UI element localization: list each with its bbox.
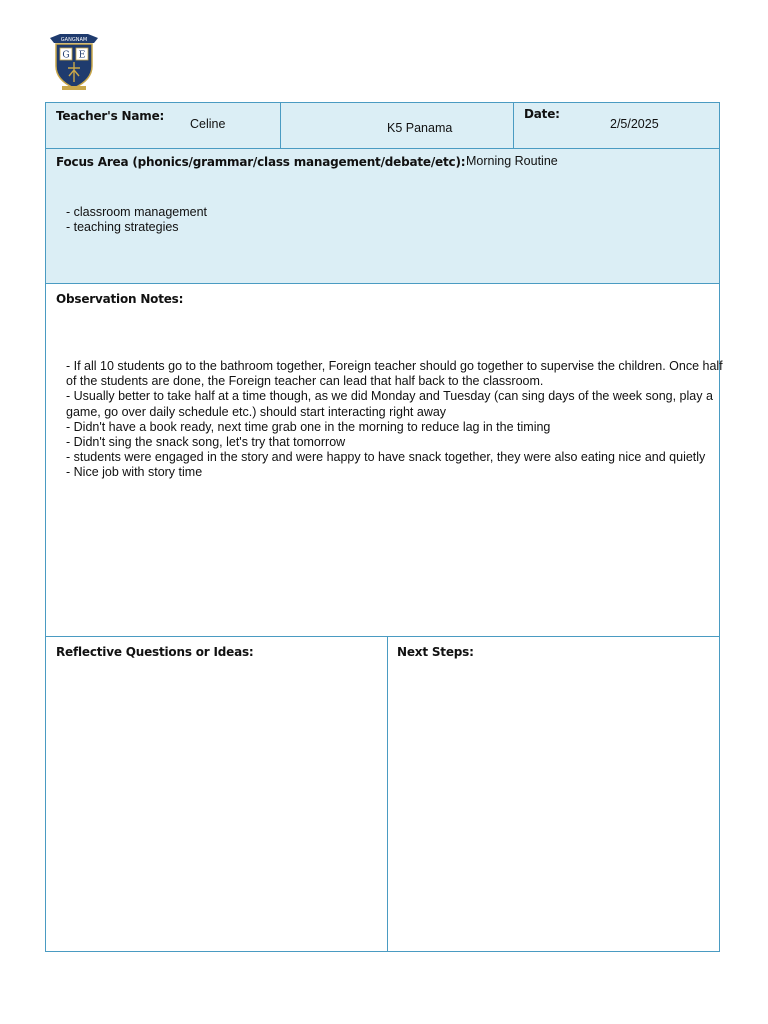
reflective-questions-cell — [46, 637, 388, 951]
date-value: 2/5/2025 — [610, 117, 659, 131]
note-line: - Nice job with story time — [66, 465, 203, 480]
list-item: - teaching strategies — [66, 219, 179, 234]
list-item: - classroom management — [66, 205, 208, 219]
focus-list — [66, 205, 207, 234]
observation-notes-text — [66, 359, 726, 481]
next-steps-cell — [388, 637, 719, 951]
date-label: Date: — [524, 107, 560, 121]
focus-area-label: Focus Area (phonics/grammar/class management/debate/etc): — [56, 155, 466, 169]
class-name-value: K5 Panama — [387, 121, 453, 135]
svg-text:E: E — [78, 50, 86, 61]
focus-area-value: Morning Routine — [466, 154, 558, 168]
svg-text:GANGNAM: GANGNAM — [60, 37, 88, 43]
observation-notes-label: Observation Notes: — [56, 292, 184, 306]
teacher-name-label: Teacher's Name: — [56, 109, 165, 123]
note-line: - Didn't sing the snack song, let's try that tomorrow — [66, 435, 346, 450]
note-line: - Usually better to take half at a time though, as we did Monday and Tuesday (can sing days of the week song, play a game, go over daily schedule etc.) should start interacting right away — [66, 389, 713, 419]
next-steps-label: Next Steps: — [397, 645, 474, 659]
svg-text:G: G — [62, 50, 70, 61]
note-line: - Didn't have a book ready, next time grab one in the morning to reduce lag in the timing — [66, 419, 551, 434]
reflective-questions-label: Reflective Questions or Ideas: — [56, 645, 254, 659]
date-cell — [514, 103, 719, 149]
note-line: - If all 10 students go to the bathroom together, Foreign teacher should go together to supervise the children. Once half of the students are done, the Foreign teacher can lead that half back to the classroom. — [66, 359, 723, 389]
note-line: - students were engaged in the story and were happy to have snack together, they were also eating nice and quietly — [66, 450, 706, 465]
teacher-name-value: Celine — [190, 117, 226, 131]
teacher-name-cell — [46, 103, 281, 149]
observation-form — [45, 102, 723, 952]
class-name-cell — [281, 103, 514, 149]
focus-area-cell — [46, 149, 719, 284]
school-logo — [46, 30, 102, 92]
